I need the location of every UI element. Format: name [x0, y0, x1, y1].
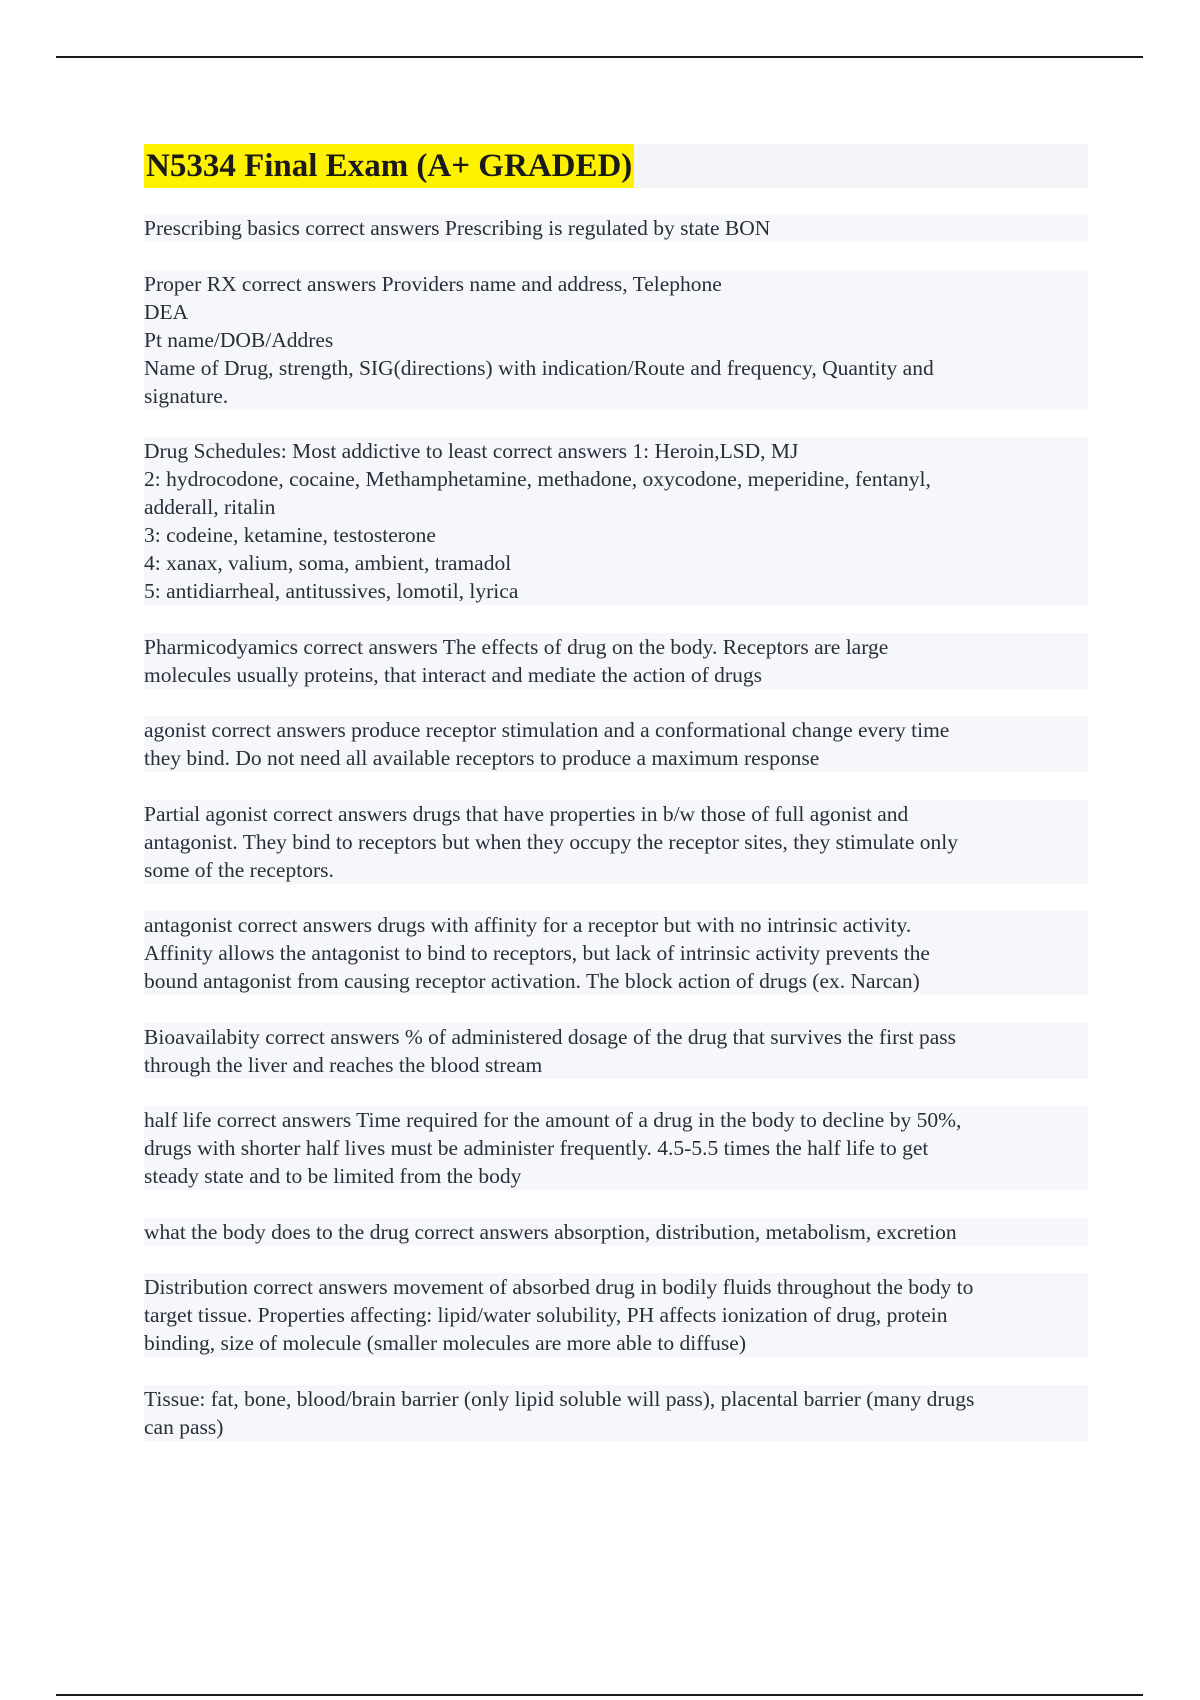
text-line: Proper RX correct answers Providers name and address, Telephone [144, 270, 1088, 298]
qa-entry [144, 633, 1088, 689]
text-line: through the liver and reaches the blood stream [144, 1051, 1088, 1079]
text-line: agonist correct answers produce receptor stimulation and a conformational change every time [144, 716, 1088, 744]
text-line: Pharmicodyamics correct answers The effects of drug on the body. Receptors are large [144, 633, 1088, 661]
text-line: 5: antidiarrheal, antitussives, lomotil, lyrica [144, 577, 1088, 605]
qa-entry [144, 437, 1088, 605]
qa-entry [144, 1218, 1088, 1246]
text-line: can pass) [144, 1413, 1088, 1441]
top-rule [56, 56, 1143, 58]
text-line: they bind. Do not need all available receptors to produce a maximum response [144, 744, 1088, 772]
text-line: Affinity allows the antagonist to bind to receptors, but lack of intrinsic activity prevents the [144, 939, 1088, 967]
text-line: molecules usually proteins, that interact and mediate the action of drugs [144, 661, 1088, 689]
text-line: Partial agonist correct answers drugs that have properties in b/w those of full agonist and [144, 800, 1088, 828]
document-body [144, 144, 1088, 1468]
text-line: Prescribing basics correct answers Prescribing is regulated by state BON [144, 214, 1088, 242]
text-line: antagonist. They bind to receptors but when they occupy the receptor sites, they stimulate only [144, 828, 1088, 856]
text-line: signature. [144, 382, 1088, 410]
text-line: drugs with shorter half lives must be administer frequently. 4.5-5.5 times the half life to get [144, 1134, 1088, 1162]
text-line: target tissue. Properties affecting: lipid/water solubility, PH affects ionization of drug, protein [144, 1301, 1088, 1329]
text-line: Bioavailabity correct answers % of administered dosage of the drug that survives the first pass [144, 1023, 1088, 1051]
qa-entry [144, 1106, 1088, 1190]
text-line: Name of Drug, strength, SIG(directions) with indication/Route and frequency, Quantity and [144, 354, 1088, 382]
qa-entry [144, 1023, 1088, 1079]
qa-entry [144, 214, 1088, 242]
text-line: 4: xanax, valium, soma, ambient, tramadol [144, 549, 1088, 577]
text-line: 2: hydrocodone, cocaine, Methamphetamine, methadone, oxycodone, meperidine, fentanyl, [144, 465, 1088, 493]
text-line: DEA [144, 298, 1088, 326]
qa-entry [144, 800, 1088, 884]
document-title: N5334 Final Exam (A+ GRADED) [144, 144, 634, 188]
text-line: 3: codeine, ketamine, testosterone [144, 521, 1088, 549]
text-line: binding, size of molecule (smaller molecules are more able to diffuse) [144, 1329, 1088, 1357]
text-line: Drug Schedules: Most addictive to least correct answers 1: Heroin,LSD, MJ [144, 437, 1088, 465]
entries-list [144, 214, 1088, 1441]
text-line: some of the receptors. [144, 856, 1088, 884]
qa-entry [144, 911, 1088, 995]
text-line: antagonist correct answers drugs with affinity for a receptor but with no intrinsic activity. [144, 911, 1088, 939]
text-line: adderall, ritalin [144, 493, 1088, 521]
qa-entry [144, 270, 1088, 410]
text-line: Pt name/DOB/Addres [144, 326, 1088, 354]
bottom-rule [56, 1694, 1143, 1696]
text-line: Distribution correct answers movement of absorbed drug in bodily fluids throughout the body to [144, 1273, 1088, 1301]
qa-entry [144, 716, 1088, 772]
text-line: what the body does to the drug correct answers absorption, distribution, metabolism, excretion [144, 1218, 1088, 1246]
qa-entry [144, 1273, 1088, 1357]
title-row [144, 144, 1088, 188]
text-line: Tissue: fat, bone, blood/brain barrier (only lipid soluble will pass), placental barrier (many drugs [144, 1385, 1088, 1413]
text-line: bound antagonist from causing receptor activation. The block action of drugs (ex. Narcan) [144, 967, 1088, 995]
qa-entry [144, 1385, 1088, 1441]
text-line: half life correct answers Time required for the amount of a drug in the body to decline by 50%, [144, 1106, 1088, 1134]
text-line: steady state and to be limited from the body [144, 1162, 1088, 1190]
